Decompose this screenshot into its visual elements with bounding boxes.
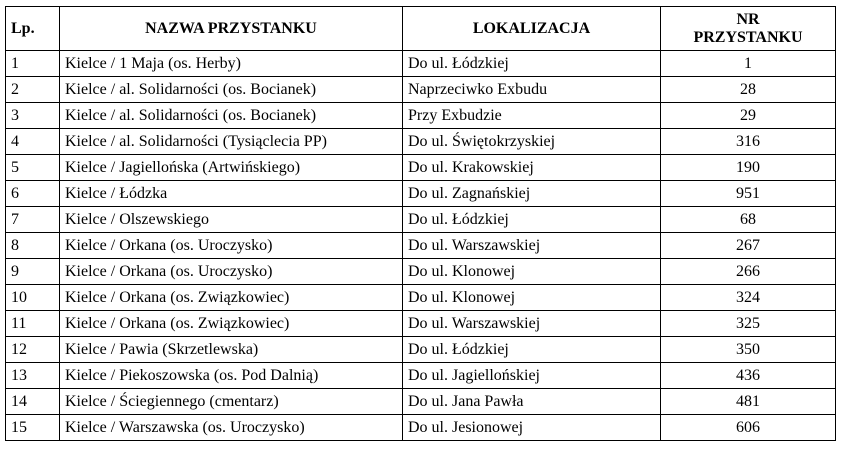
table-row [6, 233, 836, 259]
table-row [6, 155, 836, 181]
cell-location: Do ul. Łódzkiej [403, 337, 661, 363]
table-row [6, 337, 836, 363]
cell-location: Do ul. Klonowej [403, 259, 661, 285]
cell-lp: 1 [6, 51, 60, 77]
cell-stop-number: 951 [661, 181, 836, 207]
table-row [6, 181, 836, 207]
cell-stop-number: 316 [661, 129, 836, 155]
cell-location: Do ul. Jagiellońskiej [403, 363, 661, 389]
table-row [6, 285, 836, 311]
cell-location: Przy Exbudzie [403, 103, 661, 129]
table-row [6, 51, 836, 77]
cell-stop-name: Kielce / Piekoszowska (os. Pod Dalnią) [60, 363, 403, 389]
cell-lp: 9 [6, 259, 60, 285]
cell-location: Do ul. Krakowskiej [403, 155, 661, 181]
cell-stop-number: 1 [661, 51, 836, 77]
cell-lp: 3 [6, 103, 60, 129]
table-row [6, 311, 836, 337]
table-row [6, 103, 836, 129]
cell-stop-number: 68 [661, 207, 836, 233]
cell-stop-number: 481 [661, 389, 836, 415]
cell-stop-name: Kielce / Warszawska (os. Uroczysko) [60, 415, 403, 441]
cell-stop-name: Kielce / Łódzka [60, 181, 403, 207]
column-header-stop-number-line1: NR [736, 10, 760, 28]
cell-stop-name: Kielce / Pawia (Skrzetlewska) [60, 337, 403, 363]
cell-lp: 10 [6, 285, 60, 311]
cell-lp: 12 [6, 337, 60, 363]
cell-stop-name: Kielce / al. Solidarności (os. Bocianek) [60, 103, 403, 129]
cell-lp: 11 [6, 311, 60, 337]
cell-location: Do ul. Łódzkiej [403, 207, 661, 233]
column-header-lp: Lp. [6, 7, 60, 51]
cell-lp: 5 [6, 155, 60, 181]
cell-location: Do ul. Świętokrzyskiej [403, 129, 661, 155]
cell-lp: 6 [6, 181, 60, 207]
column-header-location: LOKALIZACJA [403, 7, 661, 51]
cell-stop-name: Kielce / 1 Maja (os. Herby) [60, 51, 403, 77]
cell-location: Do ul. Łódzkiej [403, 51, 661, 77]
cell-stop-name: Kielce / Ściegiennego (cmentarz) [60, 389, 403, 415]
cell-location: Do ul. Warszawskiej [403, 233, 661, 259]
cell-stop-name: Kielce / Olszewskiego [60, 207, 403, 233]
cell-location: Do ul. Warszawskiej [403, 311, 661, 337]
cell-stop-number: 325 [661, 311, 836, 337]
cell-location: Do ul. Zagnańskiej [403, 181, 661, 207]
cell-stop-name: Kielce / al. Solidarności (os. Bocianek) [60, 77, 403, 103]
cell-lp: 15 [6, 415, 60, 441]
cell-stop-number: 29 [661, 103, 836, 129]
table-row [6, 129, 836, 155]
cell-location: Do ul. Jesionowej [403, 415, 661, 441]
bus-stops-table [5, 6, 836, 441]
cell-stop-name: Kielce / Orkana (os. Związkowiec) [60, 285, 403, 311]
table-row [6, 259, 836, 285]
cell-stop-number: 190 [661, 155, 836, 181]
table-row [6, 415, 836, 441]
cell-lp: 8 [6, 233, 60, 259]
cell-lp: 7 [6, 207, 60, 233]
cell-stop-name: Kielce / Orkana (os. Uroczysko) [60, 233, 403, 259]
column-header-stop-number-line2: PRZYSTANKU [693, 28, 803, 46]
cell-stop-name: Kielce / Orkana (os. Związkowiec) [60, 311, 403, 337]
cell-stop-number: 606 [661, 415, 836, 441]
column-header-stop-name: NAZWA PRZYSTANKU [60, 7, 403, 51]
cell-stop-number: 267 [661, 233, 836, 259]
column-header-stop-number [661, 7, 836, 51]
cell-lp: 14 [6, 389, 60, 415]
table-row [6, 77, 836, 103]
table-row [6, 207, 836, 233]
table-header-row [6, 7, 836, 51]
cell-location: Do ul. Klonowej [403, 285, 661, 311]
cell-lp: 13 [6, 363, 60, 389]
table-row [6, 389, 836, 415]
cell-stop-name: Kielce / Jagiellońska (Artwińskiego) [60, 155, 403, 181]
cell-location: Do ul. Jana Pawła [403, 389, 661, 415]
cell-stop-name: Kielce / al. Solidarności (Tysiąclecia PP) [60, 129, 403, 155]
cell-location: Naprzeciwko Exbudu [403, 77, 661, 103]
cell-stop-number: 266 [661, 259, 836, 285]
cell-lp: 4 [6, 129, 60, 155]
cell-stop-name: Kielce / Orkana (os. Uroczysko) [60, 259, 403, 285]
cell-lp: 2 [6, 77, 60, 103]
table-row [6, 363, 836, 389]
table-body [6, 51, 836, 441]
cell-stop-number: 436 [661, 363, 836, 389]
cell-stop-number: 28 [661, 77, 836, 103]
cell-stop-number: 324 [661, 285, 836, 311]
cell-stop-number: 350 [661, 337, 836, 363]
